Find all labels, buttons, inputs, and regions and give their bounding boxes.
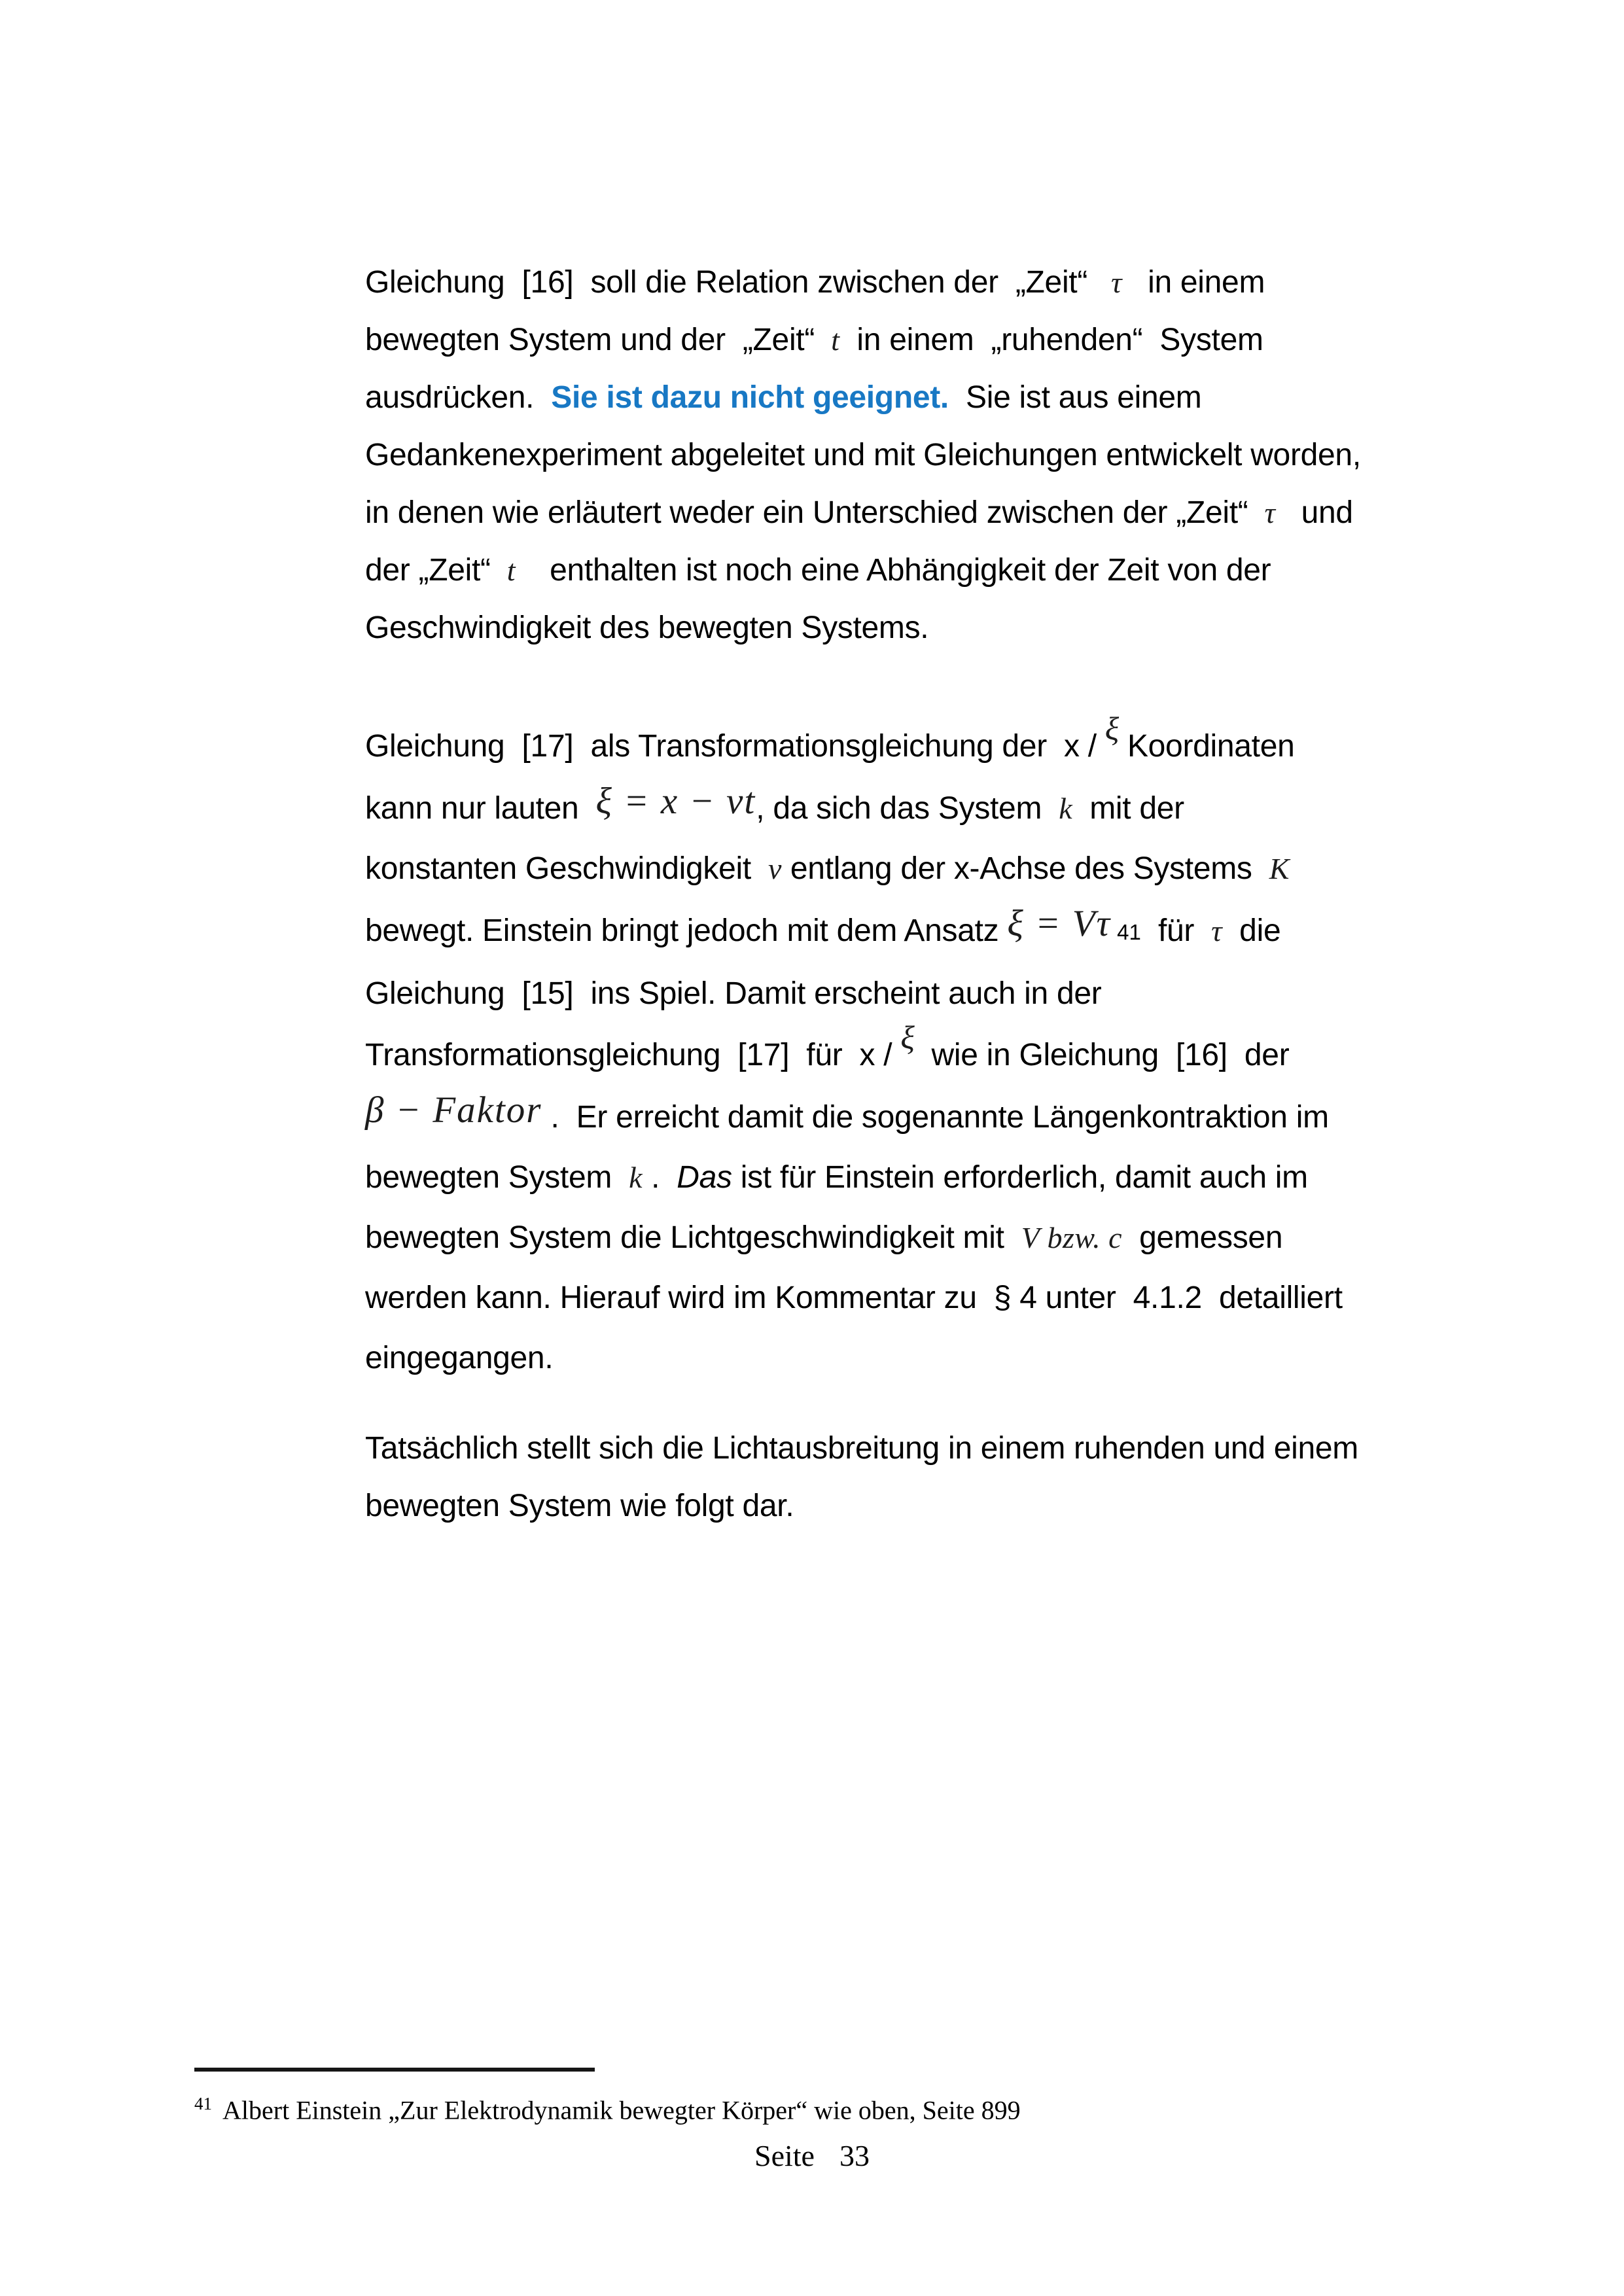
text-line	[365, 1208, 1434, 1268]
text-run: Gedankenexperiment abgeleitet und mit Gleichungen entwickelt worden,	[365, 438, 1361, 472]
text-run: konstanten Geschwindigkeit	[365, 851, 768, 886]
text-run: Gleichung [17] als Transformationsgleichung der x /	[365, 729, 1105, 764]
text-run: Tatsächlich stellt sich die Lichtausbreitung in einem ruhenden und einem	[365, 1431, 1358, 1466]
text-run: werden kann. Hierauf wird im Kommentar zu § 4 unter 4.1.2 detailliert	[365, 1280, 1343, 1315]
text-line	[365, 1019, 1434, 1086]
text-run: bewegten System wie folgt dar.	[365, 1489, 794, 1523]
text-run: kann nur lauten	[365, 791, 596, 826]
text-run: entlang der x-Achse des Systems	[781, 851, 1269, 886]
text-line	[365, 1328, 1434, 1388]
math-xi-superscript: ξ	[900, 1019, 915, 1055]
text-line	[365, 484, 1434, 542]
math-inline: τ	[1211, 914, 1223, 947]
math-inline: τ	[1256, 496, 1276, 529]
text-run: .	[643, 1160, 677, 1195]
text-run: gemessen	[1122, 1220, 1283, 1255]
text-run: in einem	[1122, 265, 1265, 300]
text-run: wie in Gleichung [16] der	[914, 1038, 1290, 1072]
text-line	[365, 599, 1434, 657]
text-run: bewegten System und der „Zeit“	[365, 323, 824, 357]
footnote-number: 41	[194, 2094, 212, 2113]
page-footer	[0, 2138, 1624, 2173]
text-run: mit der	[1072, 791, 1184, 826]
text-line	[365, 964, 1434, 1024]
text-run: ausdrücken.	[365, 380, 552, 415]
text-line	[365, 1086, 1434, 1148]
footnote-ref-inline: 41	[1111, 920, 1141, 944]
math-inline: V bzw. c	[1021, 1221, 1123, 1254]
footnote-text: Albert Einstein „Zur Elektrodynamik bewegter Körper“ wie oben, Seite 899	[222, 2095, 1021, 2125]
text-run: Sie ist aus einem	[948, 380, 1202, 415]
text-run: und	[1275, 495, 1353, 530]
para-gleichung-17	[365, 710, 1434, 1388]
math-inline: v	[768, 852, 782, 885]
math-equation: ξ = x − vt	[595, 781, 756, 822]
text-run: eingegangen.	[365, 1341, 554, 1375]
page-footer-label: Seite	[754, 2139, 815, 2172]
text-run: Gleichung [16] soll die Relation zwischen der „Zeit“	[365, 265, 1088, 300]
text-run: Gleichung [15] ins Spiel. Damit erscheint auch in der	[365, 976, 1102, 1011]
text-line	[365, 1477, 1434, 1535]
math-inline: k	[629, 1161, 643, 1194]
text-run: für	[1140, 913, 1212, 948]
emphasis-blue-bold: Sie ist dazu nicht geeignet.	[551, 380, 949, 415]
text-run: bewegt. Einstein bringt jedoch mit dem Ansatz	[365, 913, 1008, 948]
text-run: , da sich das System	[756, 791, 1059, 826]
footnote-line	[194, 2094, 1021, 2125]
text-line	[365, 542, 1434, 599]
italic-run: Das	[677, 1160, 732, 1195]
text-line	[365, 427, 1434, 484]
text-run: die	[1222, 913, 1281, 948]
text-line	[365, 1148, 1434, 1208]
text-line	[365, 369, 1434, 427]
text-line	[365, 777, 1434, 839]
math-inline: k	[1059, 792, 1073, 825]
footnote-divider	[194, 2068, 595, 2072]
math-inline: K	[1269, 852, 1290, 885]
math-equation: ξ = Vτ	[1007, 903, 1111, 944]
text-line	[365, 1420, 1434, 1477]
text-run: Koordinaten	[1118, 729, 1295, 764]
math-equation: β − Faktor	[365, 1089, 542, 1131]
math-inline: t	[499, 554, 516, 587]
text-run: der „Zeit“	[365, 553, 499, 588]
page-number: 33	[839, 2139, 870, 2172]
footnote-block	[194, 2068, 1021, 2125]
text-run: Geschwindigkeit des bewegten Systems.	[365, 610, 929, 645]
text-run: ist für Einstein erforderlich, damit auch im	[732, 1160, 1308, 1195]
text-line	[365, 899, 1434, 964]
math-xi-superscript: ξ	[1104, 710, 1119, 747]
text-line	[365, 311, 1434, 369]
text-run: in einem „ruhenden“ System	[839, 323, 1263, 357]
text-run: bewegten System	[365, 1160, 629, 1195]
text-run: . Er erreicht damit die sogenannte Längenkontraktion im	[542, 1100, 1329, 1135]
text-line	[365, 254, 1434, 311]
para-gleichung-16	[365, 254, 1434, 657]
text-run: bewegten System die Lichtgeschwindigkeit mit	[365, 1220, 1021, 1255]
math-inline: τ	[1087, 266, 1122, 299]
text-line	[365, 839, 1434, 899]
text-run: enthalten ist noch eine Abhängigkeit der Zeit von der	[516, 553, 1271, 588]
text-line	[365, 710, 1434, 777]
para-lichtausbreitung	[365, 1420, 1434, 1535]
math-inline: t	[823, 323, 840, 357]
text-run: Transformationsgleichung [17] für x /	[365, 1038, 901, 1072]
text-run: in denen wie erläutert weder ein Unterschied zwischen der „Zeit“	[365, 495, 1257, 530]
text-line	[365, 1268, 1434, 1328]
